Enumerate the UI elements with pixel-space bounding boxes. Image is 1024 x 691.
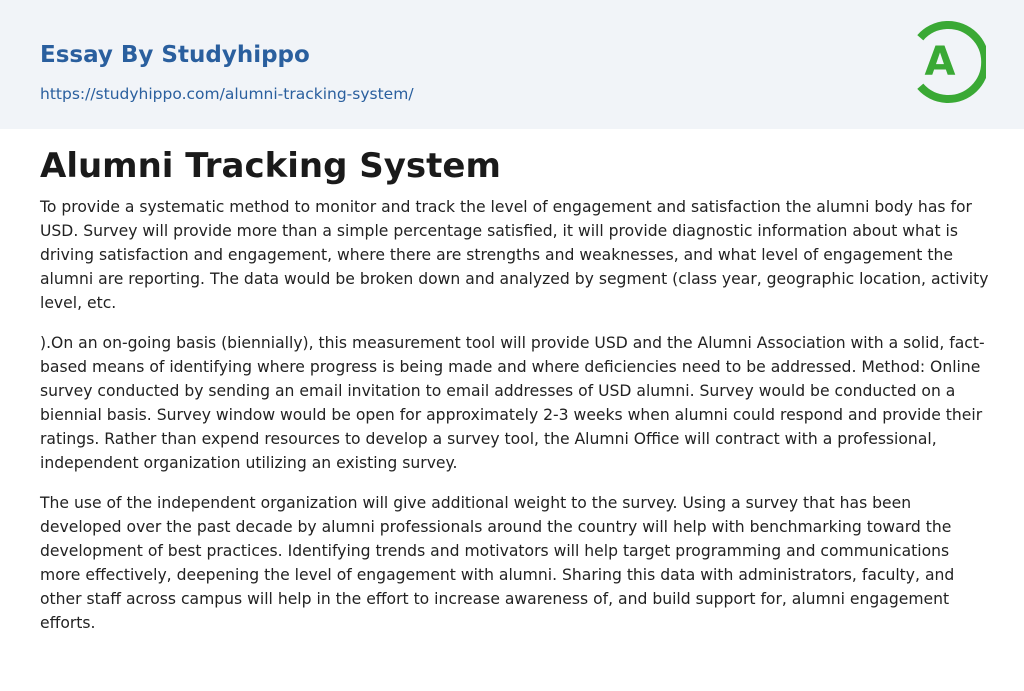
- page-header: [0, 0, 1024, 129]
- essay-url-link[interactable]: https://studyhippo.com/alumni-tracking-system/: [40, 85, 414, 103]
- essay-paragraph-3: The use of the independent organization will give additional weight to the survey. Using a survey that has been developed over the past decade by alumni professionals around the country will help with benchmarking toward the development of best practices. Identifying trends and motivators will help target programming and communications more effectively, deepening the level of engagement with alumni. Sharing this data with administrators, faculty, and other staff across campus will help in the effort to increase awareness of, and build support for, alumni engagement efforts.: [40, 494, 955, 632]
- logo-letter: A: [924, 39, 956, 85]
- essay-title: Alumni Tracking System: [40, 146, 501, 186]
- essay-paragraph-1: To provide a systematic method to monitor and track the level of engagement and satisfaction the alumni body has for USD. Survey will provide more than a simple percentage satisfied, it will provide diagnostic information about what is driving satisfaction and engagement, where there are strengths and weaknesses, and what level of engagement the alumni are reporting. The data would be broken down and analyzed by segment (class year, geographic location, activity level, etc.: [40, 198, 989, 312]
- studyhippo-logo-icon[interactable]: [896, 18, 986, 106]
- essay-body: [40, 195, 990, 651]
- brand-name[interactable]: Essay By Studyhippo: [40, 42, 310, 68]
- essay-paragraph-2: ).On an on-going basis (biennially), this measurement tool will provide USD and the Alumni Association with a solid, fact-based means of identifying where progress is being made and where deficiencies need to be addressed. Method: Online survey conducted by sending an email invitation to email addresses of USD alumni. Survey would be conducted on a biennial basis. Survey window would be open for approximately 2-3 weeks when alumni could respond and provide their ratings. Rather than expend resources to develop a survey tool, the Alumni Office will contract with a professional, independent organization utilizing an existing survey.: [40, 334, 985, 472]
